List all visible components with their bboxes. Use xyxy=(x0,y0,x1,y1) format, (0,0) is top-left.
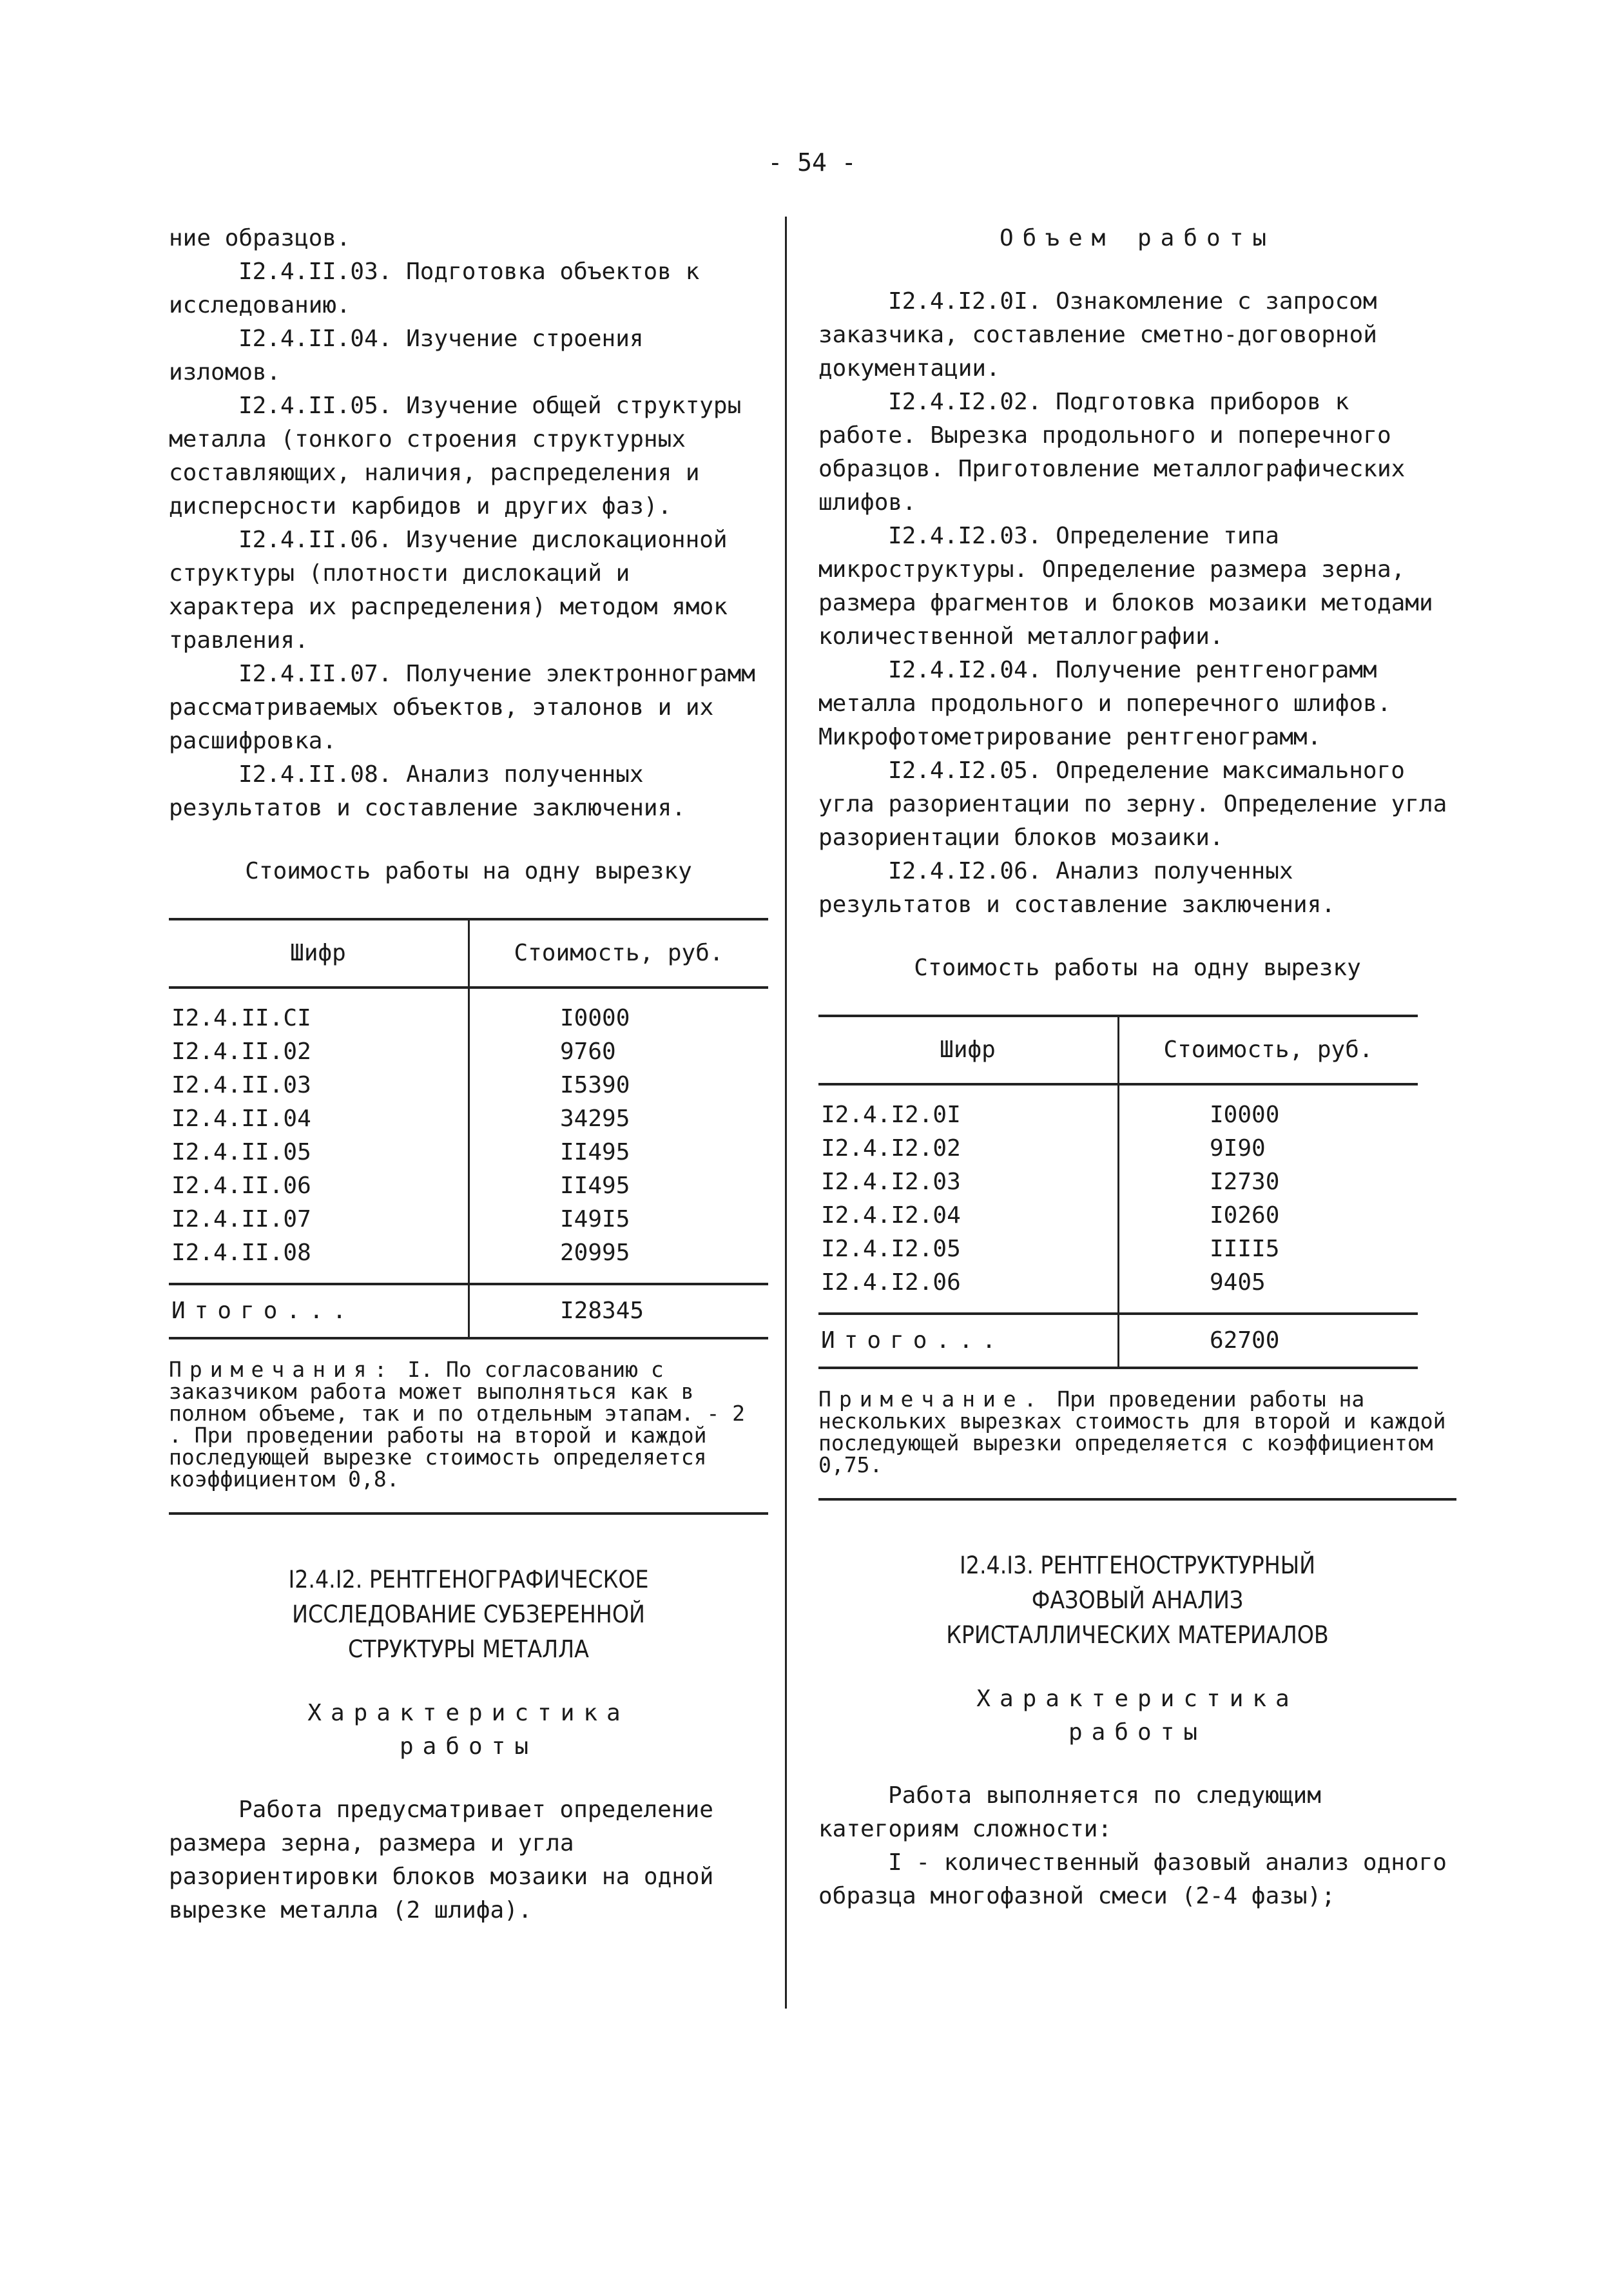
cell-code: I2.4.II.06 xyxy=(169,1169,469,1203)
section-title-line: ФАЗОВЫЙ АНАЛИЗ xyxy=(1031,1586,1244,1614)
characteristic-text: Работа выполняется по следующим категориям сложности: xyxy=(818,1782,1321,1842)
characteristic-heading xyxy=(169,1697,768,1764)
work-item: I2.4.I2.05. Определение максимального угла разориентации по зерну. Определение угла разориентации блоков мозаики. xyxy=(818,757,1447,851)
cell-cost: I2730 xyxy=(1210,1169,1280,1195)
cell-cost: I49I5 xyxy=(560,1206,630,1232)
table-row xyxy=(169,1069,768,1102)
table-caption: Стоимость работы на одну вырезку xyxy=(914,955,1361,981)
heading-line: работы xyxy=(1068,1719,1207,1746)
total-row xyxy=(818,1314,1418,1368)
cell-code: I2.4.I2.02 xyxy=(818,1132,1119,1165)
characteristic-heading xyxy=(818,1682,1456,1749)
note-text: I. По согласованию с заказчиком работа может выполняться как в полном объеме, так и по отдельным этапам. - 2 . При проведении работы на второй и каждой последующей вырезке стоимость определяется коэффициентом 0,8. xyxy=(169,1357,746,1492)
table-row xyxy=(818,1266,1418,1314)
cell-code: I2.4.II.07 xyxy=(169,1203,469,1236)
header-cost: Стоимость, руб. xyxy=(1163,1037,1373,1063)
table-row xyxy=(818,1232,1418,1266)
work-item: I2.4.I2.02. Подготовка приборов к работе. Вырезка продольного и поперечного образцов. Приготовление металлографических шлифов. xyxy=(818,389,1406,516)
cell-code: I2.4.I2.06 xyxy=(818,1266,1119,1314)
cell-code: I2.4.II.CI xyxy=(169,988,469,1035)
work-item: I2.4.II.04. Изучение строения изломов. xyxy=(169,326,644,385)
table-row xyxy=(169,1169,768,1203)
table-row xyxy=(169,988,768,1035)
cell-cost: 9405 xyxy=(1210,1269,1266,1296)
cell-cost: IIII5 xyxy=(1210,1236,1280,1262)
cell-code: I2.4.I2.04 xyxy=(818,1199,1119,1232)
continuation-line: ние образцов. xyxy=(169,225,351,251)
table-note xyxy=(169,1359,768,1515)
cell-cost: II495 xyxy=(560,1173,630,1199)
cell-code: I2.4.II.03 xyxy=(169,1069,469,1102)
cell-cost: I0260 xyxy=(1210,1202,1280,1229)
page-number: - 54 - xyxy=(768,148,856,177)
cell-cost: II495 xyxy=(560,1139,630,1165)
table-row xyxy=(818,1084,1418,1132)
cell-code: I2.4.I2.0I xyxy=(818,1084,1119,1132)
section-title xyxy=(169,1562,768,1667)
section-title-line: I2.4.I3. РЕНТГЕНОСТРУКТУРНЫЙ xyxy=(959,1552,1316,1579)
header-code: Шифр xyxy=(818,1016,1119,1084)
work-item: I2.4.I2.06. Анализ полученных результатов и составление заключения. xyxy=(818,858,1335,918)
table-row xyxy=(818,1165,1418,1199)
total-value: I28345 xyxy=(560,1298,644,1324)
work-item: I2.4.II.05. Изучение общей структуры металла (тонкого строения структурных составляющих, наличия, распределения и дисперсности карбидов и других фаз). xyxy=(169,393,742,520)
heading-line: Характеристика xyxy=(307,1700,630,1726)
section-title-line: ИССЛЕДОВАНИЕ СУБЗЕРЕННОЙ xyxy=(292,1601,645,1628)
cell-cost: 20995 xyxy=(560,1240,630,1266)
cell-cost: I0000 xyxy=(1210,1102,1280,1128)
heading-line: работы xyxy=(399,1733,538,1760)
right-column xyxy=(818,222,1456,1913)
section-title xyxy=(818,1548,1456,1653)
total-value: 62700 xyxy=(1210,1327,1280,1354)
note-label: Примечание. xyxy=(818,1387,1045,1412)
work-item: I2.4.II.07. Получение электроннограмм рассматриваемых объектов, эталонов и их расшифровка. xyxy=(169,661,755,754)
work-item: I2.4.I2.0I. Ознакомление с запросом заказчика, составление сметно-договорной документации. xyxy=(818,288,1377,382)
total-label: Итого... xyxy=(169,1284,469,1338)
table-row xyxy=(818,1132,1418,1165)
cell-cost: I5390 xyxy=(560,1072,630,1098)
section-title-line: I2.4.I2. РЕНТГЕНОГРАФИЧЕСКОЕ xyxy=(288,1566,649,1593)
cell-cost: I0000 xyxy=(560,1005,630,1031)
cell-cost: 9760 xyxy=(560,1038,616,1065)
table-row xyxy=(818,1199,1418,1232)
cost-table xyxy=(818,1015,1418,1369)
table-row xyxy=(169,1102,768,1136)
work-item: I2.4.I2.03. Определение типа микроструктуры. Определение размера зерна, размера фрагментов и блоков мозаики методами количественной металлографии. xyxy=(818,523,1433,650)
cell-code: I2.4.II.04 xyxy=(169,1102,469,1136)
total-row xyxy=(169,1284,768,1338)
total-label: Итого... xyxy=(818,1314,1119,1368)
table-row xyxy=(169,1136,768,1169)
work-item: I2.4.II.08. Анализ полученных результатов и составление заключения. xyxy=(169,761,686,821)
volume-heading: Объем работы xyxy=(999,225,1276,251)
cell-code: I2.4.II.02 xyxy=(169,1035,469,1069)
table-row xyxy=(169,1035,768,1069)
heading-line: Характеристика xyxy=(976,1686,1299,1712)
cell-code: I2.4.I2.03 xyxy=(818,1165,1119,1199)
cell-cost: 34295 xyxy=(560,1105,630,1132)
characteristic-text: Работа предусматривает определение размера зерна, размера и угла разориентировки блоков мозаики на одной вырезке металла (2 шлифа). xyxy=(169,1796,714,1923)
work-item: I2.4.II.06. Изучение дислокационной структуры (плотности дислокаций и характера их распределения) методом ямок травления. xyxy=(169,527,728,654)
table-caption: Стоимость работы на одну вырезку xyxy=(245,858,692,884)
table-row xyxy=(169,1203,768,1236)
header-code: Шифр xyxy=(169,919,469,988)
work-item: I2.4.II.03. Подготовка объектов к исследованию. xyxy=(169,258,700,318)
cell-code: I2.4.II.08 xyxy=(169,1236,469,1284)
header-cost: Стоимость, руб. xyxy=(514,940,724,966)
section-title-line: КРИСТАЛЛИЧЕСКИХ МАТЕРИАЛОВ xyxy=(946,1621,1329,1649)
category-item: I - количественный фазовый анализ одного образца многофазной смеси (2-4 фазы); xyxy=(818,1849,1447,1909)
table-note xyxy=(818,1388,1456,1501)
section-title-line: СТРУКТУРЫ МЕТАЛЛА xyxy=(348,1635,589,1663)
cell-code: I2.4.II.05 xyxy=(169,1136,469,1169)
cell-cost: 9I90 xyxy=(1210,1135,1266,1162)
left-column xyxy=(169,222,768,1927)
note-text: При проведении работы на нескольких вырезках стоимость для второй и каждой последующей вырезки определяется с коэффициентом 0,75. xyxy=(818,1387,1446,1477)
cost-table xyxy=(169,918,768,1339)
note-label: Примечания: xyxy=(169,1357,395,1382)
cell-code: I2.4.I2.05 xyxy=(818,1232,1119,1266)
column-divider xyxy=(785,217,787,2009)
work-item: I2.4.I2.04. Получение рентгенограмм металла продольного и поперечного шлифов. Микрофотометрирование рентгенограмм. xyxy=(818,657,1391,750)
table-row xyxy=(169,1236,768,1284)
